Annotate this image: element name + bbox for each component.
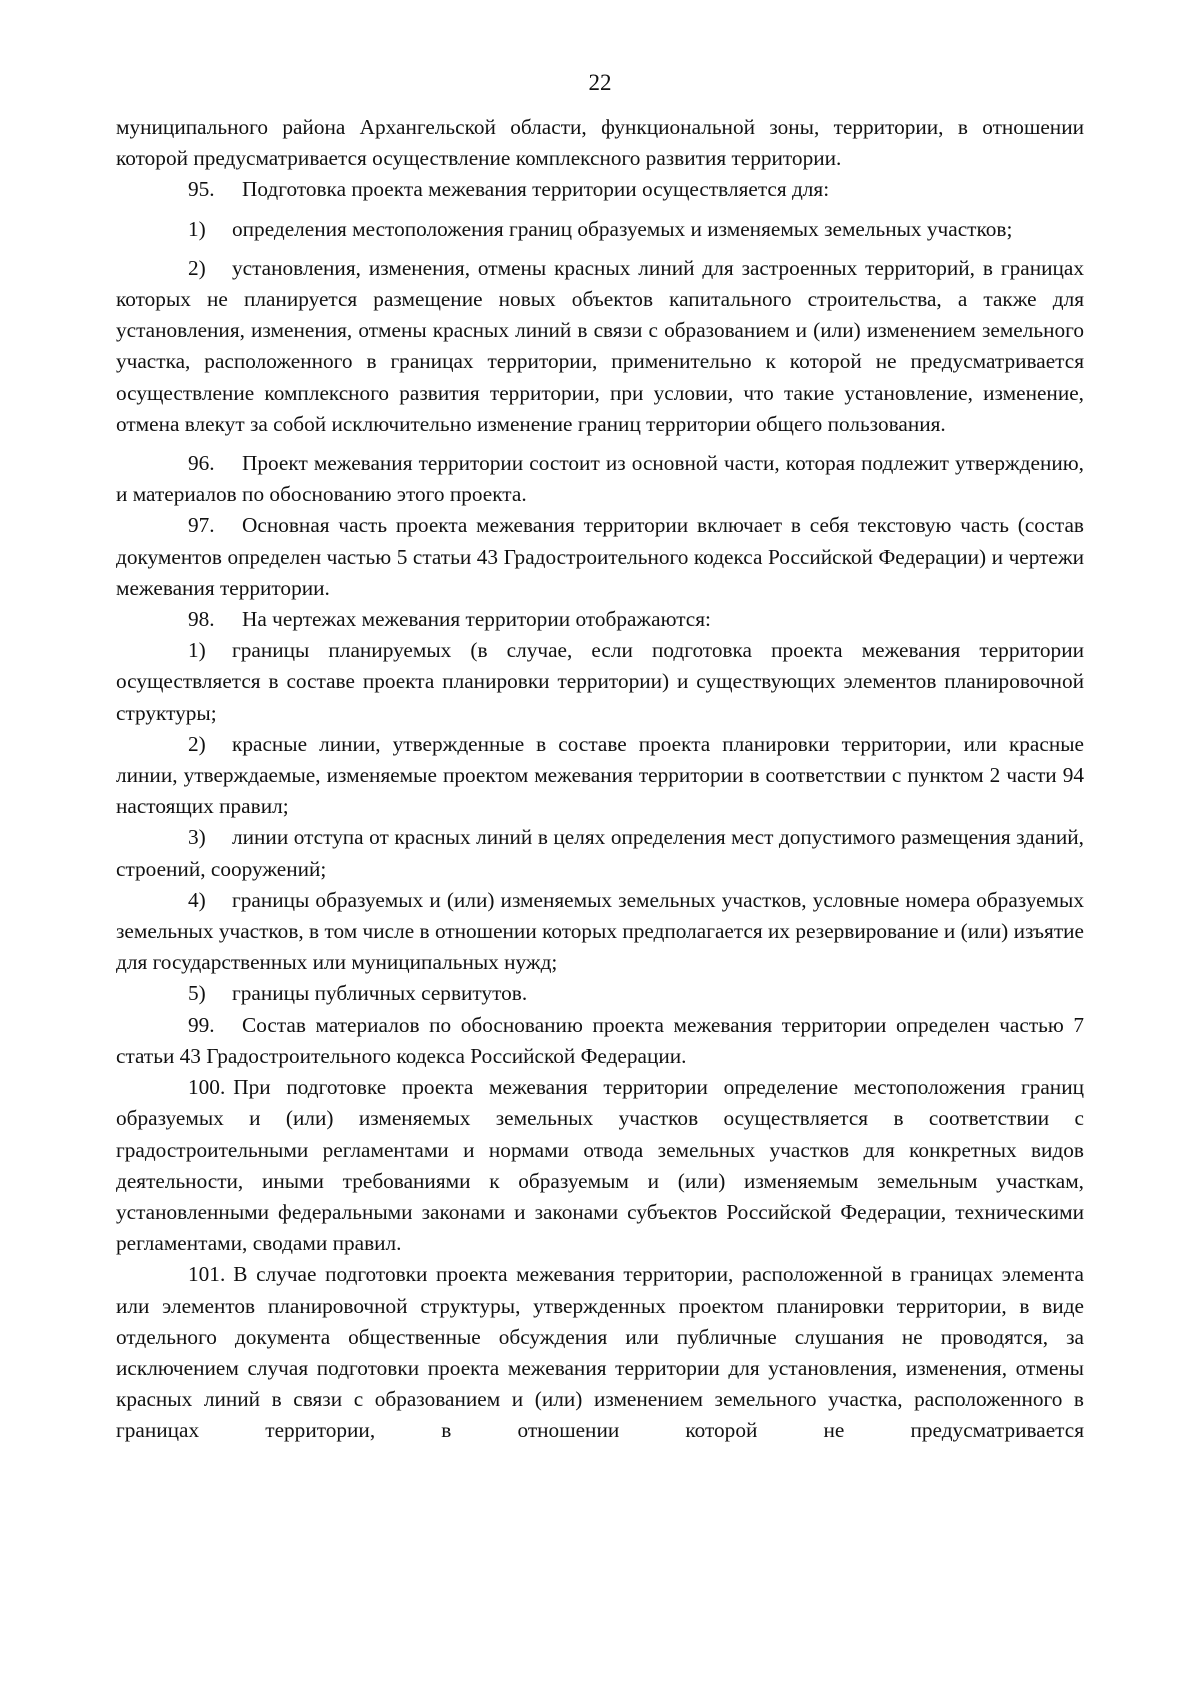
paragraph-100 (116, 1072, 1084, 1259)
item-number: 96. (188, 451, 215, 476)
paragraph-98-item-2 (116, 729, 1084, 823)
paragraph-text: В случае подготовки проекта межевания территории, расположенной в границах элемента или элементов планировочной структуры, утвержденных проектом планировки территории, в виде отдельного документа общественные обсуждения или публичные слушания не проводятся, за исключением случая подготовки проекта межевания территории для установления, изменения, отмены красных линий в связи с образованием и (или) изменением земельного участка, расположенного в границах территории, в отношении которой не предусматривается (116, 1262, 1084, 1443)
paragraph-96 (116, 448, 1084, 510)
paragraph-text: установления, изменения, отмены красных линий для застроенных территорий, в границах которых не планируется размещение новых объектов капитального строительства, а также для установления, изменения, отмены красных линий в связи с образованием и (или) изменением земельного участка, расположенного в границах территории, применительно к которой не предусматривается осуществление комплексного развития территории, при условии, что такие установление, изменение, отмена влекут за собой исключительно изменение границ территории общего пользования. (116, 255, 1084, 436)
item-number: 3) (188, 825, 206, 850)
paragraph-97 (116, 510, 1084, 604)
item-number: 95. (188, 177, 215, 202)
item-number: 4) (188, 887, 206, 912)
paragraph-98-item-5 (116, 978, 1084, 1009)
item-number: 101. (188, 1262, 226, 1287)
paragraph-95-item-1 (116, 214, 1084, 245)
paragraph-98 (116, 604, 1084, 635)
paragraph-text: границы образуемых и (или) изменяемых земельных участков, условные номера образуемых земельных участков, в том числе в отношении которых предполагается их резервирование и (или) изъятие для государственных или муниципальных нужд; (116, 887, 1084, 975)
item-number: 2) (188, 255, 206, 280)
paragraph-continuation (116, 112, 1084, 174)
paragraph-text: При подготовке проекта межевания территории определение местоположения границ образуемых и (или) изменяемых земельных участков осуществляется в соответствии с градостроительными регламентами и нормами отвода земельных участков для конкретных видов деятельности, иными требованиями к образуемым и (или) изменяемым земельным участкам, установленными федеральными законами и законами субъектов Российской Федерации, техническими регламентами, сводами правил. (116, 1075, 1084, 1256)
paragraph-text: муниципального района Архангельской области, функциональной зоны, территории, в отношении которой предусматривается осуществление комплексного развития территории. (116, 115, 1084, 171)
item-number: 100. (188, 1075, 226, 1100)
paragraph-text: Проект межевания территории состоит из основной части, которая подлежит утверждению, и материалов по обоснованию этого проекта. (116, 451, 1084, 507)
paragraph-98-item-1 (116, 635, 1084, 729)
paragraph-101 (116, 1259, 1084, 1446)
page-number: 22 (588, 70, 612, 95)
paragraph-98-item-4 (116, 885, 1084, 979)
item-number: 2) (188, 731, 206, 756)
paragraph-text: определения местоположения границ образуемых и изменяемых земельных участков; (232, 216, 1013, 241)
document-body (116, 112, 1084, 1447)
paragraph-99 (116, 1010, 1084, 1072)
paragraph-98-item-3 (116, 822, 1084, 884)
paragraph-text: Состав материалов по обоснованию проекта межевания территории определен частью 7 статьи 43 Градостроительного кодекса Российской Федерации. (116, 1012, 1084, 1068)
paragraph-text: красные линии, утвержденные в составе проекта планировки территории, или красные линии, утверждаемые, изменяемые проектом межевания территории в соответствии с пунктом 2 части 94 настоящих правил; (116, 731, 1084, 819)
paragraph-text: линии отступа от красных линий в целях определения мест допустимого размещения зданий, строений, сооружений; (116, 825, 1084, 881)
paragraph-text: границы публичных сервитутов. (232, 981, 528, 1006)
paragraph-95 (116, 174, 1084, 205)
item-number: 1) (188, 638, 206, 663)
item-number: 1) (188, 216, 206, 241)
paragraph-95-item-2 (116, 253, 1084, 440)
paragraph-text: Основная часть проекта межевания территории включает в себя текстовую часть (состав документов определен частью 5 статьи 43 Градостроительного кодекса Российской Федерации) и чертежи межевания территории. (116, 513, 1084, 600)
paragraph-text: Подготовка проекта межевания территории осуществляется для: (242, 177, 830, 202)
item-number: 97. (188, 513, 215, 538)
item-number: 98. (188, 607, 215, 632)
item-number: 99. (188, 1012, 215, 1037)
paragraph-text: На чертежах межевания территории отображаются: (242, 607, 711, 632)
paragraph-text: границы планируемых (в случае, если подготовка проекта межевания территории осуществляется в составе проекта планировки территории) и существующих элементов планировочной структуры; (116, 638, 1084, 725)
item-number: 5) (188, 981, 206, 1006)
